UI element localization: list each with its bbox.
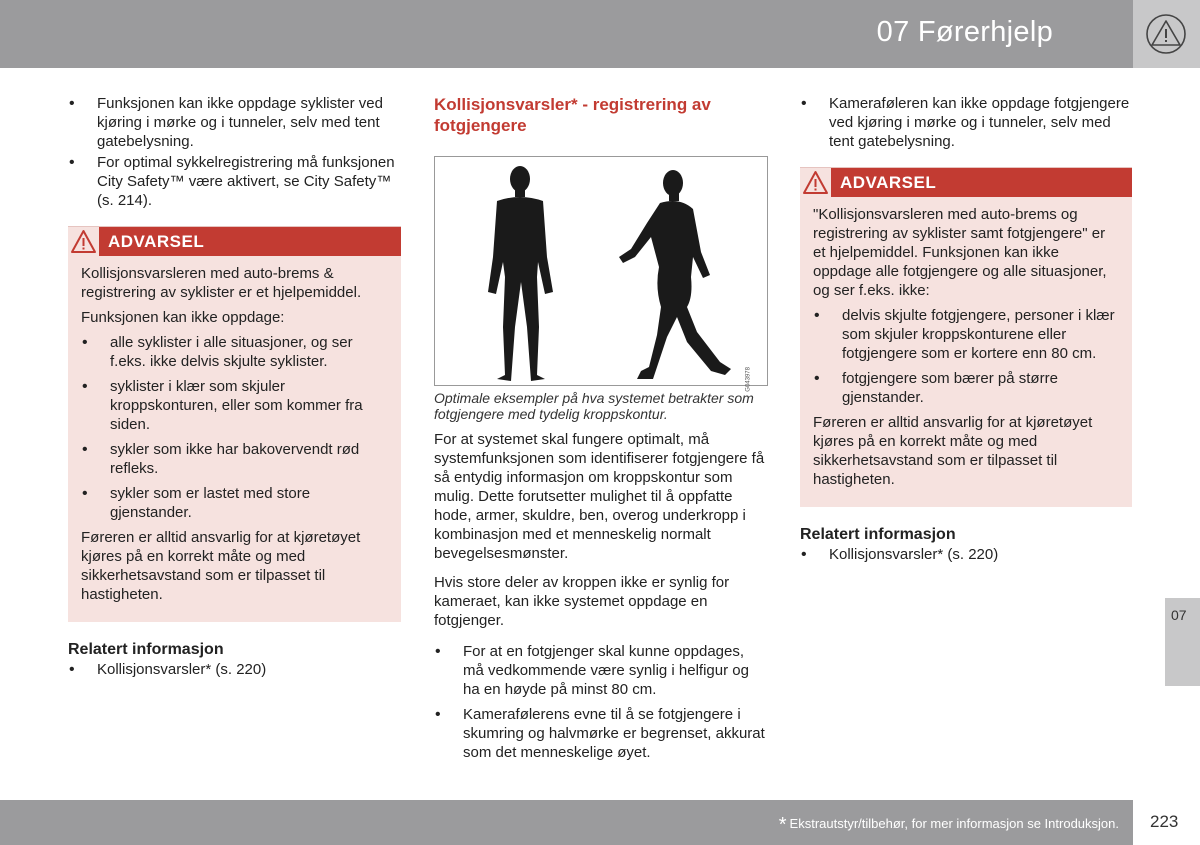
related-list [800, 545, 1132, 564]
list-item: • delvis skjulte fotgjengere, personer i klær som skjuler kroppskonturene eller fotgjengere som er kortere enn 80 cm. [813, 306, 1120, 363]
chapter-title: 07 Førerhjelp [876, 16, 1053, 48]
list-item: • sykler som ikke har bakovervendt rød refleks. [81, 440, 389, 478]
list-item: • Kameraføleren kan ikke oppdage fotgjengere ved kjøring i mørke og i tunneler, selv med tent gatebelysning. [800, 94, 1132, 151]
page-footer [0, 800, 1133, 845]
footnote-star: * [778, 814, 787, 836]
list-item: • syklister i klær som skjuler kroppskonturen, eller som kommer fra siden. [81, 377, 389, 434]
page-number: 223 [1150, 812, 1179, 831]
list-item: • For at en fotgjenger skal kunne oppdages, må vedkommende være synlig i helfigur og ha en høyde på minst 80 cm. [434, 642, 768, 699]
warning-list [81, 333, 389, 522]
bullet-list [68, 94, 401, 210]
related-link[interactable]: • Kollisjonsvarsler* (s. 220) [68, 660, 401, 679]
chapter-number: 07 [1171, 607, 1187, 623]
warning-text: Funksjonen kan ikke oppdage: [81, 309, 285, 326]
related-heading: Relatert informasjon [800, 526, 956, 543]
column-2 [434, 94, 768, 768]
warning-icon-box [68, 227, 99, 256]
figure-caption: Optimale eksempler på hva systemet betrakter som fotgjengere med tydelig kroppskontur. [434, 390, 754, 422]
pedestrian-figure [434, 156, 768, 392]
warning-label: ADVARSEL [108, 232, 205, 251]
warning-header [800, 167, 1132, 197]
warning-triangle-icon [70, 229, 97, 254]
warning-text: Kollisjonsvarsleren med auto-brems & registrering av syklister er et hjelpemiddel. [81, 265, 362, 301]
warning-body [68, 256, 401, 604]
warning-triangle-icon [1144, 13, 1188, 55]
column-3 [800, 94, 1132, 566]
warning-icon-box [800, 168, 831, 197]
chapter-side-tab[interactable] [1165, 598, 1200, 686]
warning-box [68, 226, 401, 622]
footnote [779, 814, 1119, 835]
chapter-icon-box [1133, 0, 1200, 68]
list-item: • For optimal sykkelregistrering må funksjonen City Safety™ være aktivert, se City Safety™ (s. 214). [68, 153, 401, 210]
warning-header [68, 226, 401, 256]
list-item: • sykler som er lastet med store gjenstander. [81, 484, 389, 522]
related-heading: Relatert informasjon [68, 641, 224, 658]
bullet-list [434, 642, 768, 762]
footnote-text: Ekstrautstyr/tilbehør, for mer informasjon se Introduksjon. [789, 816, 1119, 831]
warning-text: "Kollisjonsvarsleren med auto-brems og registrering av syklister samt fotgjengere" er et hjelpemiddel. Funksjonen kan ikke oppdage alle fotgjengere og alle situasjoner, og ser f.eks. ikke: [813, 206, 1107, 299]
page-number-box [1133, 800, 1200, 845]
list-item: • fotgjengere som bærer på større gjenstander. [813, 369, 1120, 407]
list-item: • Kamerafølerens evne til å se fotgjengere i skumring og halvmørke er begrenset, akkurat som det menneskelige øyet. [434, 705, 768, 762]
list-item: • alle syklister i alle situasjoner, og ser f.eks. ikke delvis skjulte syklister. [81, 333, 389, 371]
warning-triangle-icon [802, 170, 829, 195]
figure-code: G043978 [746, 367, 752, 392]
warning-box [800, 167, 1132, 507]
column-1 [68, 94, 401, 681]
warning-text: Føreren er alltid ansvarlig for at kjøretøyet kjøres på en korrekt måte og med sikkerhetsavstand som er tilpasset til hastigheten. [813, 414, 1093, 488]
related-list [68, 660, 401, 679]
paragraph: For at systemet skal fungere optimalt, må systemfunksjonen som identifiserer fotgjengere få så entydig informasjon om kroppskontur som mulig. Dette forutsetter mulighet til å oppfatte hode, armer, skuldre, ben, overog underkropp i kombinasjon med et menneskelig normalt bevegelsesmønster. [434, 431, 765, 562]
warning-list [813, 306, 1120, 407]
bullet-list [800, 94, 1132, 151]
related-link[interactable]: • Kollisjonsvarsler* (s. 220) [800, 545, 1132, 564]
warning-body [800, 197, 1132, 489]
pedestrian-silhouettes-illustration [435, 157, 767, 385]
warning-label: ADVARSEL [840, 173, 937, 192]
list-item: • Funksjonen kan ikke oppdage syklister ved kjøring i mørke og i tunneler, selv med tent gatebelysning. [68, 94, 401, 151]
paragraph: Hvis store deler av kroppen ikke er synlig for kameraet, kan ikke systemet oppdage en fotgjenger. [434, 574, 730, 629]
warning-text: Føreren er alltid ansvarlig for at kjøretøyet kjøres på en korrekt måte og med sikkerhetsavstand som er tilpasset til hastigheten. [81, 529, 361, 603]
chapter-header [0, 0, 1133, 68]
section-title: Kollisjonsvarsler* - registrering av fotgjengere [434, 95, 711, 135]
